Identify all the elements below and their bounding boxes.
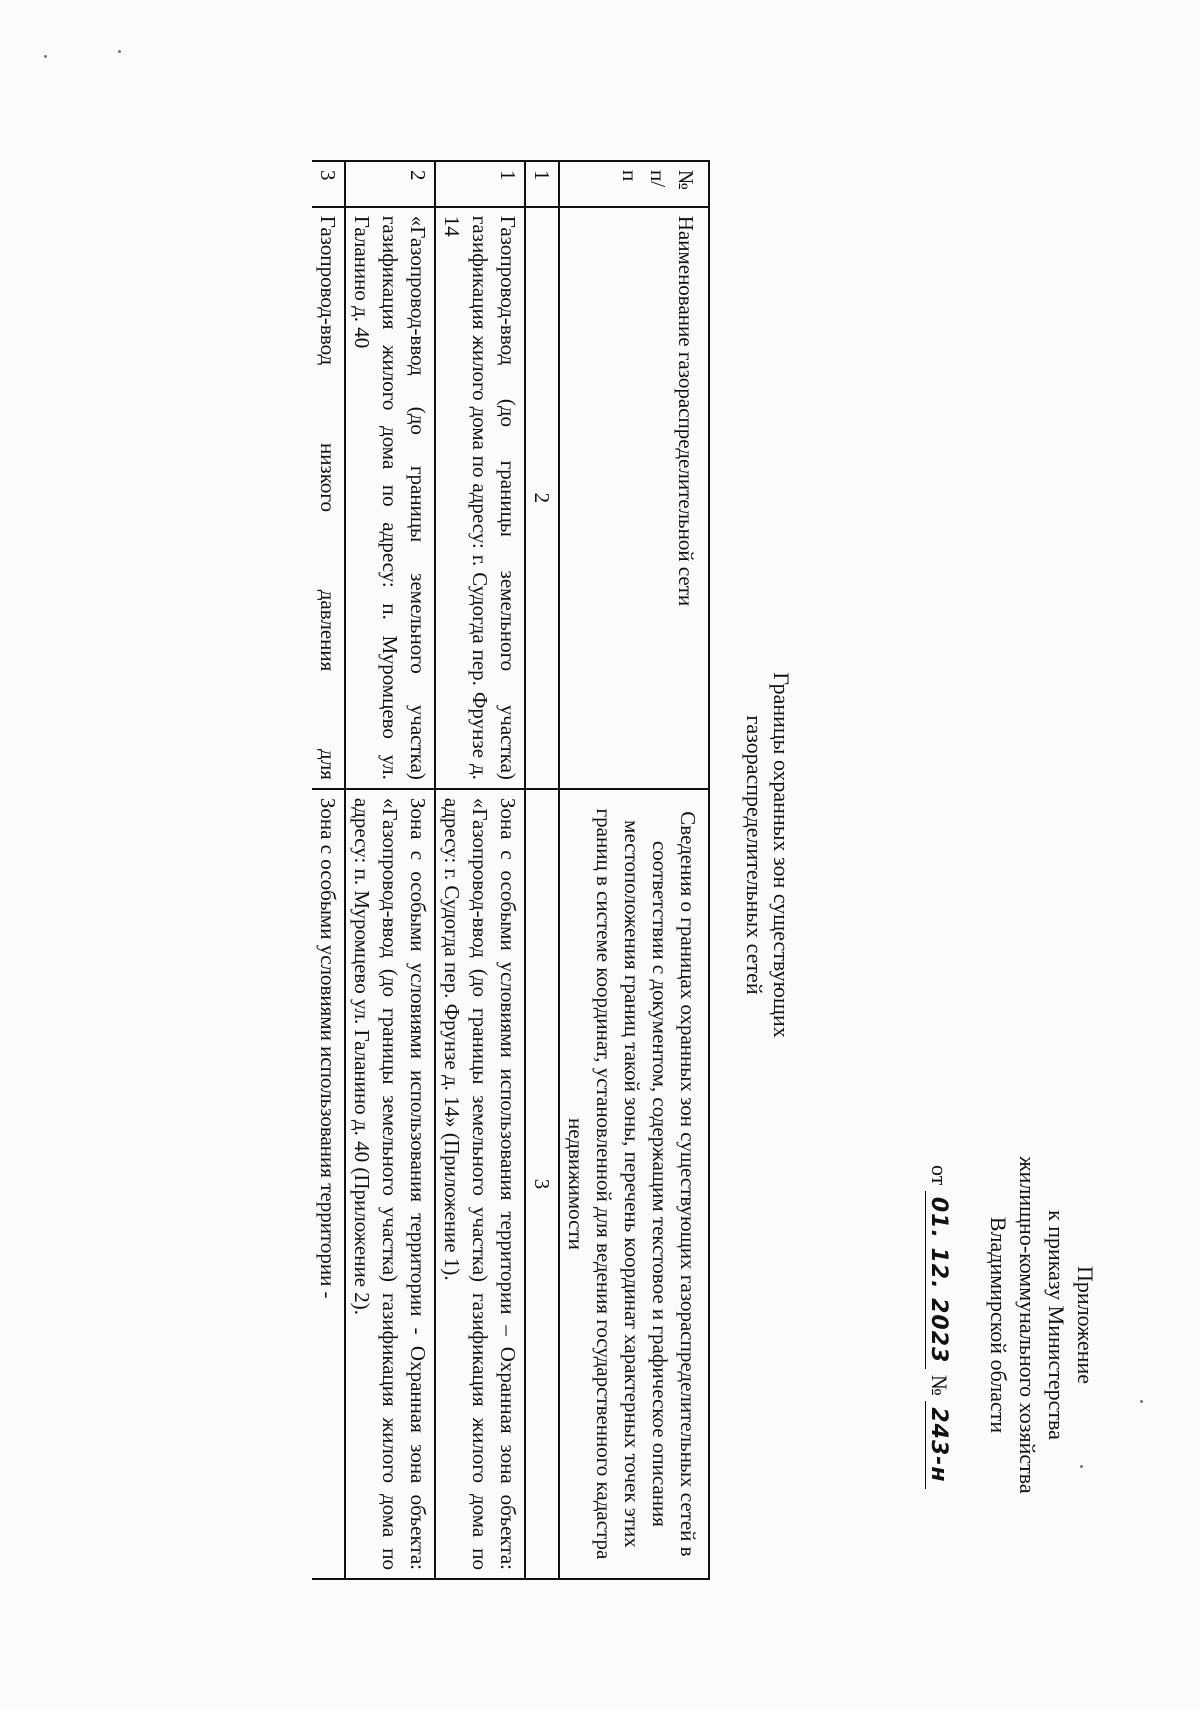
colnum-3: 3 [525,789,559,1579]
document-title [741,125,795,1585]
appendix-header [924,1105,1100,1545]
header-name: Наименование газораспределительной сети [559,207,709,789]
row-num: 2 [345,161,435,207]
row-name: Газопровод-ввод (до границы земельного участка) газификация жилого дома по адресу: г. Судогда пер. Фрунзе д. 14 [435,207,525,789]
order-number: 243-н [925,1401,951,1488]
row-info: Зона с особыми условиями использования территории - Охранная зона объекта: «Газопровод-ввод (до границы земельного участка) газификация жилого дома по адресу: п. Муромцево ул. Галанино д. 40 (Приложение 2). [345,789,435,1579]
table-row [312,161,345,1579]
appendix-region: Владимирской области [986,1216,1011,1434]
table-row [345,161,435,1579]
row-num: 1 [435,161,525,207]
order-date: 01. 12. 2023 [925,1191,951,1370]
header-num: № п/п [559,161,709,207]
scan-speck [44,55,47,58]
row-info: Зона с особыми условиями использования территории - [312,789,345,1579]
row-name: «Газопровод-ввод (до границы земельного участка) газификация жилого дома по адресу: п. Муромцево ул. Галанино д. 40 [345,207,435,789]
row-info: Зона с особыми условиями использования территории – Охранная зона объекта: «Газопровод-ввод (до границы земельного участка) газификация жилого дома по адресу: г. Судогда пер. Фрунзе д. 14» (Приложение 1). [435,789,525,1579]
appendix-ministry: жилищно-коммунального хозяйства [1015,1156,1040,1494]
title-line-2: газораспределительных сетей [742,715,767,995]
row-num: 3 [312,161,345,207]
header-info: Сведения о границах охранных зон существующих газораспределительных сетей в соответствии с документом, содержащим текстовое и графическое описания местоположения границ такой зоны, перечень координат характерных точек этих границ в системе координат, установленной для ведения государственного кадастра недвижимости [559,789,709,1579]
table-colnum-row [525,161,559,1579]
zones-table [312,160,710,1580]
rotated-document-page [50,125,1150,1585]
table-header-row [559,161,709,1579]
scan-speck [118,50,121,53]
row-name: Газопровод-ввод низкого давления для [312,207,345,789]
table-row [435,161,525,1579]
appendix-label: Приложение [1073,1265,1098,1385]
order-number-prefix: № [927,1374,952,1396]
order-prefix: от [927,1165,952,1186]
order-line [924,1105,954,1545]
title-line-1: Границы охранных зон существующих [769,672,794,1038]
colnum-1: 1 [525,161,559,207]
colnum-2: 2 [525,207,559,789]
appendix-order-ref: к приказу Министерства [1044,1210,1069,1440]
